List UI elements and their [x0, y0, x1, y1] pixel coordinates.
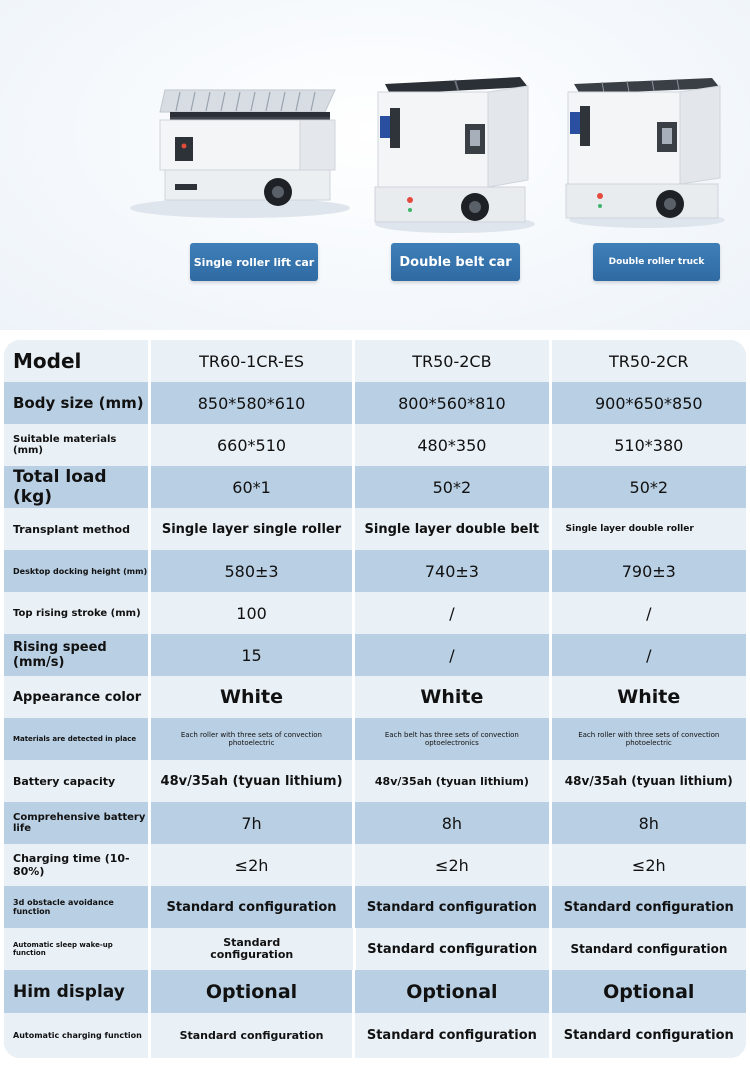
table-row	[4, 466, 746, 508]
row-value: /	[646, 603, 652, 623]
table-row	[4, 550, 746, 592]
header-label: Model	[13, 349, 82, 373]
row-value: Each belt has three sets of convection optoelectronics	[384, 731, 519, 747]
table-row	[4, 970, 746, 1013]
row-value: 900*650*850	[594, 393, 703, 413]
row-value: 100	[236, 603, 267, 623]
row-value: Standard configuration	[179, 1029, 324, 1042]
row-label: Rising speed (mm/s)	[13, 640, 107, 670]
row-label: Total load (kg)	[13, 467, 107, 507]
row-value: 8h	[638, 813, 659, 833]
row-label: Suitable materials (mm)	[13, 434, 117, 456]
row-label: Charging time (10-80%)	[13, 852, 130, 878]
table-row	[4, 634, 746, 676]
row-value: /	[646, 645, 652, 665]
row-value: 60*1	[232, 477, 271, 497]
spec-table	[4, 340, 746, 1058]
table-row	[4, 676, 746, 718]
row-value: 660*510	[217, 435, 287, 455]
product-label-double-belt-car[interactable]: Double belt car	[391, 243, 520, 281]
row-value: 48v/35ah (tyuan lithium)	[160, 773, 343, 789]
row-value: Standard configuration	[563, 1028, 734, 1043]
row-value: 48v/35ah (tyuan lithium)	[374, 774, 529, 788]
table-row	[4, 382, 746, 424]
row-value: Standard configuration	[366, 1028, 537, 1043]
row-label: Desktop docking height (mm)	[13, 566, 148, 576]
row-value: Standard configuration	[367, 941, 538, 957]
row-label: Him display	[13, 981, 125, 1002]
row-value: 790±3	[621, 561, 676, 581]
row-label: Appearance color	[13, 689, 142, 705]
row-value: Single layer double roller	[565, 524, 694, 534]
row-value: White	[420, 686, 484, 708]
model-name: TR50-2CR	[609, 351, 689, 371]
table-row	[4, 886, 746, 928]
product-image-double-roller-truck	[562, 72, 727, 232]
product-label-double-roller-truck[interactable]: Double roller truck	[593, 243, 720, 281]
row-label: Battery capacity	[13, 774, 116, 788]
table-row	[4, 802, 746, 844]
product-gallery	[0, 0, 750, 330]
row-label: 3d obstacle avoidance function	[13, 898, 114, 916]
row-value: Optional	[205, 980, 298, 1003]
row-value: Optional	[406, 980, 498, 1003]
row-value: 850*580*610	[197, 393, 306, 413]
row-value: /	[449, 603, 455, 623]
row-value: ≤2h	[435, 855, 469, 875]
product-image-single-roller-lift-car	[120, 80, 350, 220]
row-value: 50*2	[629, 477, 669, 497]
row-label: Materials are detected in place	[13, 735, 137, 743]
row-value: ≤2h	[631, 855, 666, 875]
row-value: 740±3	[424, 561, 479, 581]
row-value: White	[617, 686, 681, 708]
row-value: Each roller with three sets of convection photoelectric	[180, 731, 322, 747]
product-image-double-belt-car	[370, 72, 535, 237]
table-row	[4, 760, 746, 802]
table-row	[4, 1013, 746, 1058]
table-row	[4, 424, 746, 466]
row-value: 800*560*810	[398, 393, 506, 413]
table-row	[4, 928, 746, 970]
row-value: 580±3	[224, 561, 279, 581]
row-value: White	[220, 686, 284, 708]
row-label: Top rising stroke (mm)	[13, 607, 141, 619]
row-value: ≤2h	[234, 855, 269, 875]
row-value: /	[449, 645, 455, 665]
row-label: Transplant method	[13, 522, 130, 536]
row-value: 510*380	[614, 435, 684, 455]
row-value: 50*2	[432, 477, 472, 497]
row-value: Each roller with three sets of convection photoelectric	[578, 731, 720, 747]
row-label: Body size (mm)	[13, 394, 144, 412]
row-value: 48v/35ah (tyuan lithium)	[564, 774, 733, 788]
model-name: TR60-1CR-ES	[199, 351, 304, 371]
model-name: TR50-2CB	[412, 351, 492, 371]
row-value: Optional	[603, 980, 695, 1003]
row-value: Standard configuration	[366, 899, 537, 915]
row-value: 7h	[241, 813, 262, 833]
table-header-row	[4, 340, 746, 382]
row-value: 480*350	[417, 435, 487, 455]
table-row	[4, 508, 746, 550]
row-label: Automatic sleep wake-up function	[13, 941, 113, 957]
row-value: Single layer double belt	[364, 521, 540, 537]
row-value: Standard configuration	[563, 899, 734, 915]
table-row	[4, 718, 746, 760]
row-value: Single layer single roller	[161, 521, 342, 537]
row-label: Automatic charging function	[13, 1031, 142, 1040]
row-value: Standard configuration	[210, 936, 294, 961]
table-row	[4, 592, 746, 634]
row-value: Standard configuration	[166, 899, 337, 915]
row-value: 8h	[441, 813, 463, 833]
row-label: Comprehensive battery life	[13, 812, 146, 834]
row-value: Standard configuration	[570, 942, 728, 956]
row-value: 15	[241, 645, 262, 665]
product-label-single-roller-lift-car[interactable]: Single roller lift car	[190, 243, 318, 281]
table-row	[4, 844, 746, 886]
